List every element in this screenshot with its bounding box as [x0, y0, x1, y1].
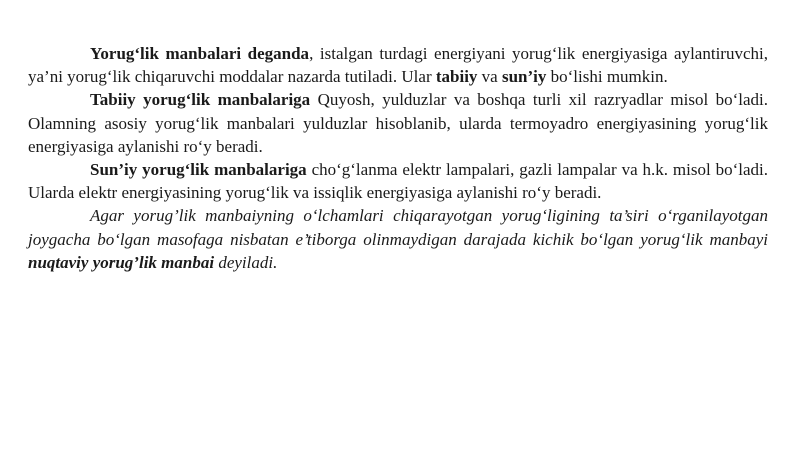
paragraph-text: cho‘g‘lanma elektr lampalari, gazli lampalar va h.k. misol bo‘ladi. Ularda elektr energiyasining yorug‘lik va issiqlik energiyasiga aylanishi ro‘y beradi.: [28, 160, 769, 203]
term-point-light-source: nuqtaviy yorug’lik manbai: [28, 252, 215, 272]
paragraph-text: , istalgan turdagi energiyani yorug‘lik energiyasiga aylantiruvchi, ya’ni yorug‘lik chiqaruvchi moddalar nazarda tutiladi. Ular: [28, 44, 768, 87]
term-artificial: sun’iy: [501, 67, 547, 87]
paragraph-point-light-source: [28, 204, 768, 274]
paragraph-text: Quyosh, yulduzlar va boshqa turli xil razryadlar misol bo‘ladi. Olamning asosiy yorug‘lik manbalari yulduzlar hisoblanib, ularda termoyadro energiyasining yorug‘lik energiyasiga aylanishi ro‘y beradi.: [28, 90, 768, 156]
paragraph-light-sources-definition: [28, 42, 768, 88]
paragraph-natural-light-sources: [28, 88, 768, 158]
paragraph-text: va: [477, 67, 502, 87]
term-natural: tabiiy: [435, 67, 478, 87]
text-body: [28, 42, 768, 274]
term-artificial-light-sources: Sun’iy yorug‘lik manbalariga: [90, 160, 307, 180]
paragraph-text: deyiladi.: [214, 252, 278, 272]
term-light-sources: Yorug‘lik manbalari deganda: [90, 44, 310, 63]
paragraph-artificial-light-sources: [28, 158, 768, 204]
paragraph-text: bo‘lishi mumkin.: [546, 67, 668, 87]
paragraph-text: Agar yorug’lik manbaiyning o‘lchamlari chiqarayotgan yorug‘ligining ta’siri o‘rganilayotgan joygacha bo‘lgan masofaga nisbatan e’tiborga olinmaydigan darajada kichik bo‘lgan yorug‘lik manbayi: [28, 206, 768, 249]
term-natural-light-sources: Tabiiy yorug‘lik manbalariga: [90, 90, 311, 110]
